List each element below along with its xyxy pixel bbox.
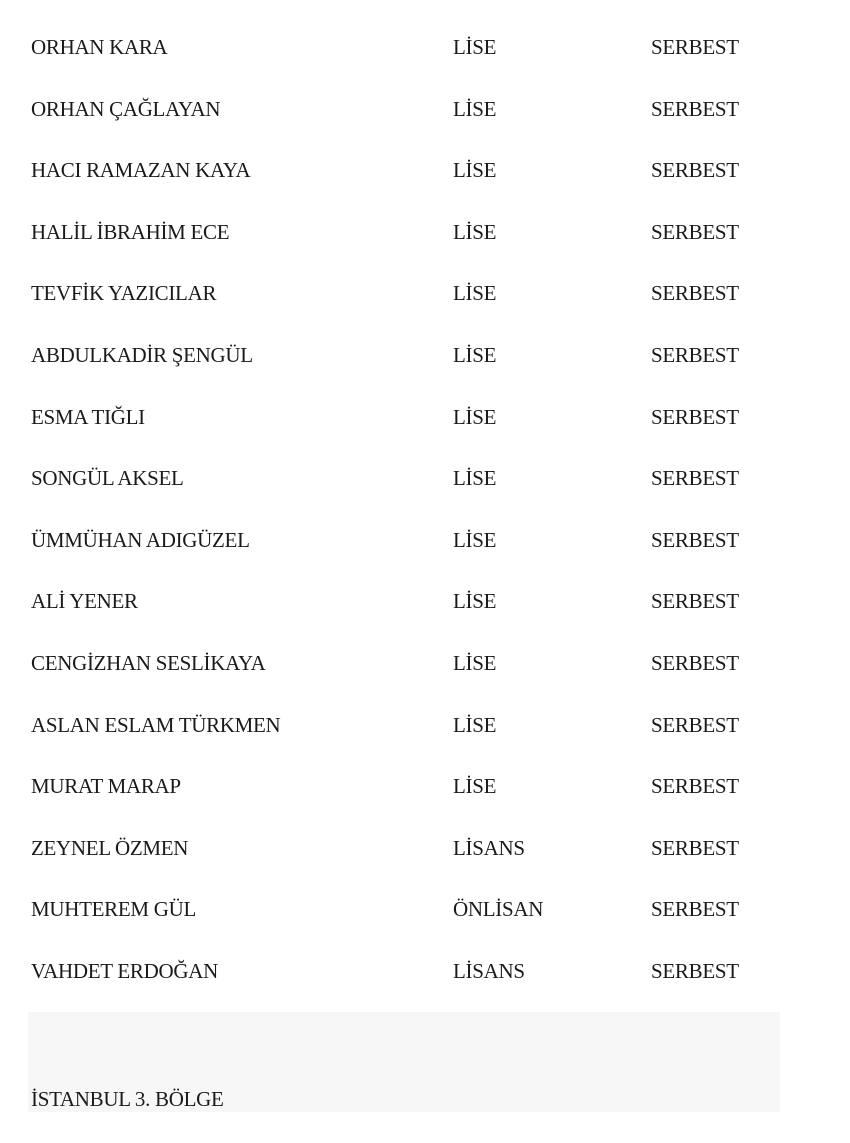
candidate-row [0, 817, 850, 879]
candidate-occupation: SERBEST [651, 158, 739, 183]
candidate-name: ÜMMÜHAN ADIGÜZEL [31, 527, 250, 552]
region-title: İSTANBUL 3. BÖLGE [31, 1087, 224, 1111]
candidate-occupation: SERBEST [651, 35, 739, 59]
candidate-row [0, 201, 850, 263]
candidate-row [0, 878, 850, 940]
candidate-education: LİSE [453, 527, 497, 552]
candidate-education: LİSE [453, 342, 497, 367]
candidate-name: ZEYNEL ÖZMEN [31, 835, 189, 860]
candidate-education: LİSE [453, 219, 497, 244]
candidate-name: SONGÜL AKSEL [31, 466, 184, 491]
candidate-education: LİSE [453, 281, 497, 306]
candidate-row [0, 324, 850, 386]
candidate-row [0, 447, 850, 509]
candidate-education: LİSE [453, 589, 497, 614]
candidate-name: VAHDET ERDOĞAN [31, 958, 218, 983]
candidate-name: MUHTEREM GÜL [31, 897, 196, 922]
candidate-education: LİSE [453, 650, 497, 675]
candidate-name: HACI RAMAZAN KAYA [31, 158, 251, 183]
candidate-row [0, 940, 850, 1002]
candidate-name: ALİ YENER [31, 589, 138, 614]
candidate-occupation: SERBEST [651, 342, 739, 367]
candidate-education: LİSE [453, 712, 497, 737]
candidate-education: ÖNLİSAN [453, 897, 544, 922]
candidate-occupation: SERBEST [651, 897, 739, 922]
candidate-education: LİSE [453, 35, 497, 59]
candidate-name: HALİL İBRAHİM ECE [31, 219, 230, 244]
candidate-occupation: SERBEST [651, 712, 739, 737]
candidate-name: ABDULKADİR ŞENGÜL [31, 342, 253, 367]
candidate-occupation: SERBEST [651, 219, 739, 244]
candidate-name: ORHAN KARA [31, 35, 168, 59]
candidate-occupation: SERBEST [651, 96, 739, 121]
candidate-occupation: SERBEST [651, 281, 739, 306]
candidate-name: TEVFİK YAZICILAR [31, 281, 217, 306]
candidate-name: ESMA TIĞLI [31, 404, 145, 429]
candidate-occupation: SERBEST [651, 835, 739, 860]
candidate-name: MURAT MARAP [31, 774, 181, 799]
candidate-occupation: SERBEST [651, 527, 739, 552]
candidate-education: LİSE [453, 466, 497, 491]
candidate-occupation: SERBEST [651, 466, 739, 491]
candidate-education: LİSE [453, 774, 497, 799]
candidate-row [0, 509, 850, 571]
candidate-occupation: SERBEST [651, 404, 739, 429]
candidate-education: LİSE [453, 158, 497, 183]
candidate-name: ORHAN ÇAĞLAYAN [31, 96, 221, 121]
candidate-row [0, 16, 850, 78]
candidate-row [0, 570, 850, 632]
candidate-row [0, 262, 850, 324]
candidate-occupation: SERBEST [651, 774, 739, 799]
candidate-row [0, 694, 850, 756]
candidate-education: LİSANS [453, 835, 525, 860]
candidate-row [0, 755, 850, 817]
candidate-row [0, 139, 850, 201]
candidate-occupation: SERBEST [651, 589, 739, 614]
region-header-block [28, 1012, 780, 1112]
candidate-row [0, 632, 850, 694]
candidate-row [0, 386, 850, 448]
candidate-list [0, 16, 850, 1002]
candidate-education: LİSANS [453, 958, 525, 983]
candidate-occupation: SERBEST [651, 650, 739, 675]
candidate-name: ASLAN ESLAM TÜRKMEN [31, 712, 281, 737]
candidate-name: CENGİZHAN SESLİKAYA [31, 650, 266, 675]
candidate-row [0, 78, 850, 140]
candidate-education: LİSE [453, 96, 497, 121]
candidate-education: LİSE [453, 404, 497, 429]
candidate-occupation: SERBEST [651, 958, 739, 983]
